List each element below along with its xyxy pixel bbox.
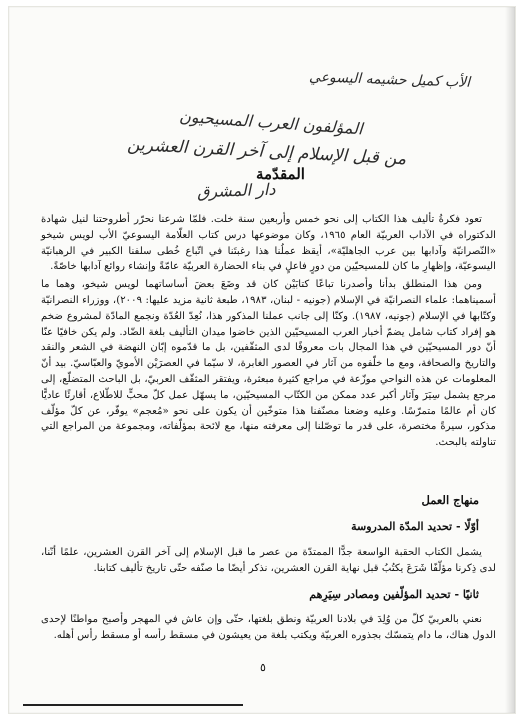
- method-section-2-title: ثانيًا - تحديد المؤلّفين ومصادر سِيَرِهم: [309, 588, 479, 601]
- method-section-1-title: أوّلًا - تحديد المدّة المدروسة: [351, 520, 479, 533]
- intro-paragraph-2: ومن هذا المنطلق بدأنا وأصدرنا تباعًا كتابَيْن كان قد وضَعَ بعضَ أساساتهما لويس شيخو، وهما ما أسميناهما: علماء النصرانيّة في الإسلام (جونيه - لبنان، ١٩٨٣، طبعة ثانية مزيد عليها: ٢٠٠٩)، ووزراء النصرانيّة وكتّابها في الإسلام (جونيه، ١٩٨٧). وكنّا إلى جانب عملنا المذكور هذا، نُعِدّ العُدّة ونجمع المادّة لمشروع ضخم هو إفراد كتاب شامل يضمّ أخبار العرب المسيحيّين الذين خاضوا ميدان التأليف بلغة الضّاد. ولم يكن خافيًا عنّا أنّ دور المسيحيّين في هذا المجال بات معروفًا لدى المثقّفين، بل ما قدّموه إبّان النهضة في الشعر والنقد والتاريخ والصحافة، ومع ما خلّفوه من آثار في العصور الغابرة، لا سيّما في العصرَيْن الأمويّ والعبّاسيّ. بيد أنّ المعلومات عن هذه النواحي موزّعة في مراجع كثيرة مبعثرة، ويفتقر المثقّف العربيّ، بل الباحث المتضلّع، إلى مرجع يشمل سِيَرَ وآثار أكبر عدد ممكن من الكتّاب المسيحيّين، ما يسهّل عمل كلّ محبٍّ للاطّلاع، أقارئًا عاديًّا كان أم عالمًا متمرّسًا. وعليه وضعنا مصنّفنا هذا متوخّين أن يكون على نحو «مُعجم» يوفّر، عن كلّ مؤلّف مذكور، سيرةً مختصرة، على قدر ما توصّلنا إلى معرفته منها، مع لائحة بمؤلّفاته، ومجموعة من المراجع التي تناولته بالبحث.: [41, 279, 496, 449]
- handwritten-author: الأب كميل حشيمه اليسوعي: [308, 69, 471, 91]
- bottom-rule: [23, 704, 243, 706]
- binding-shadow: [505, 7, 515, 713]
- section-title: المقدّمة: [256, 165, 305, 183]
- method-section-1-text: [41, 545, 496, 577]
- method-section-2-text: [41, 612, 496, 644]
- intro-text: [41, 212, 496, 451]
- scanned-page: [8, 6, 516, 714]
- handwritten-publisher: دار المشرق: [196, 179, 276, 202]
- method-section-1-paragraph: يشمل الكتاب الحقبة الواسعة جدًّا الممتدّة من عصر ما قبل الإسلام إلى آخر القرن العشرين، علمًا أنّنا، لدى ذِكرنا مؤلّفًا شَرَعَ يكتُبُ قبل نهاية القرن العشرين، نذكر أيضًا ما صنّفه حتّى تاريخ تأليف كتابنا.: [41, 547, 496, 574]
- method-heading: منهاج العمل: [421, 493, 479, 507]
- page-number: ٥: [260, 661, 266, 674]
- handwritten-subtitle: من قبل الإسلام إلى آخر القرن العشرين: [126, 134, 407, 170]
- handwritten-title: المؤلفون العرب المسيحيون: [178, 106, 364, 139]
- method-section-2-paragraph: نعني بالعربيّ كلّ من وُلِدَ في بلادنا العربيّة ونطق بلغتها، حتّى وإن عاش في المهجر وأصبح مواطنًا لإحدى الدول هناك، ما دام يتمسّك بجذوره العربيّة ويكتب بلغة من يعيشون في مسقط رأسه أو مسقط رأس أهله.: [41, 614, 496, 641]
- intro-paragraph-1: تعود فكرةُ تأليف هذا الكتاب إلى نحو خمس وأربعين سنة خلت. فلمّا شرعنا نحرّر أطروحتنا لنيل شهادة الدكتوراه في الآداب العربيّة العام ١٩٦٥، وكان موضوعها درس كتاب العلّامة اليسوعيّ الأب لويس شيخو «النّصرانيّة وآدابها بين عرب الجاهليّة»، أيقظ عملُنا هذا رغبتَنا في اتّباع خُطى سلفنا الكبير في الرهبانيّة اليسوعيّة، وإظهارِ ما كان للمسيحيّين من دورٍ فاعلٍ في بناء الحضارة العربيّة عامّةً وإنشاء روائع آدابها خاصّةً.: [41, 214, 497, 273]
